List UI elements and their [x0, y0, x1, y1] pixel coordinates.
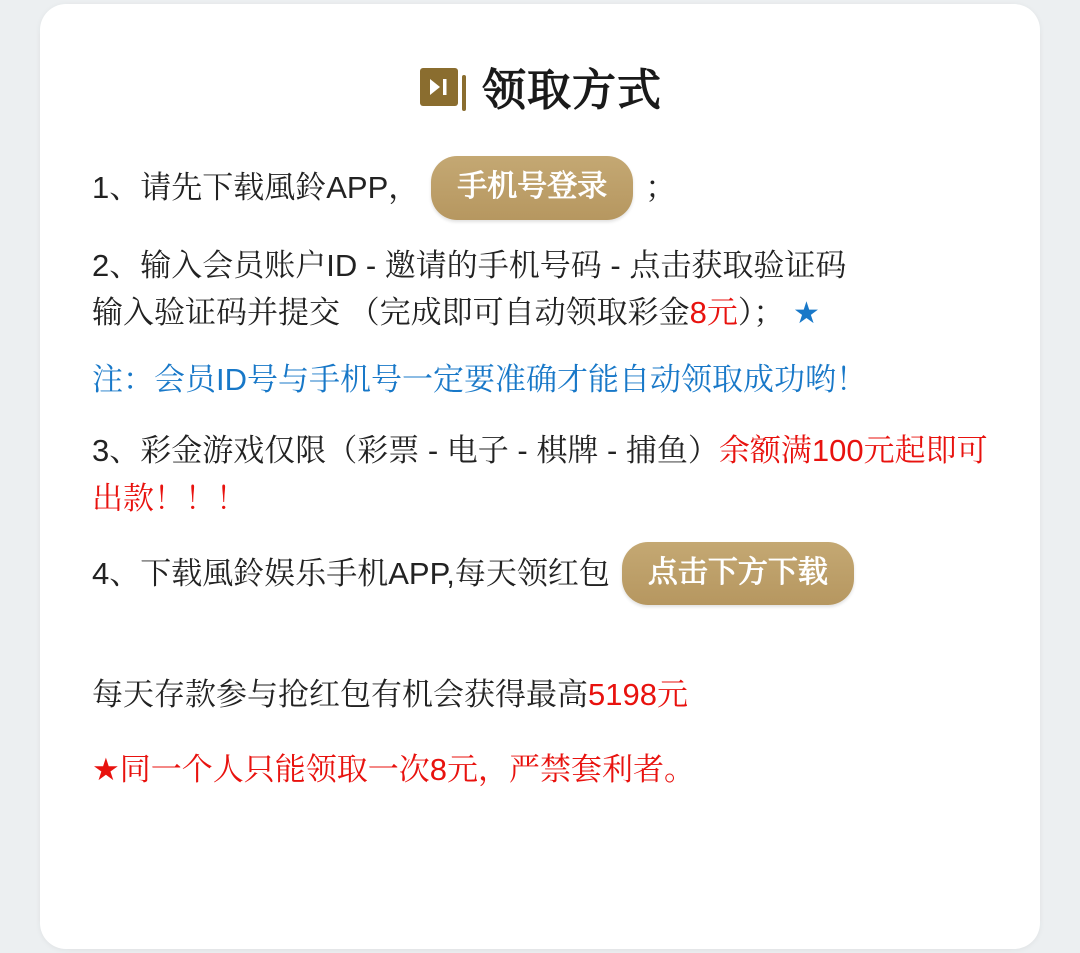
step-1-suffix: ； — [645, 170, 677, 206]
star-red-icon: ★ — [92, 752, 120, 788]
step-2-note: 注：会员ID号与手机号一定要准确才能自动领取成功哟！ — [92, 362, 867, 398]
step-2-amount: 8元 — [689, 294, 738, 330]
step-2-line-1: 2、输入会员账户ID - 邀请的手机号码 - 点击获取验证码 — [92, 247, 847, 283]
step-4 — [92, 542, 988, 606]
step-2-line-2 — [92, 289, 988, 337]
step-3-highlight-a: 余额满100 — [718, 433, 864, 469]
step-2 — [92, 242, 988, 337]
step-2-line-2-text-b: ）； — [737, 294, 785, 330]
footer-line-2 — [92, 746, 988, 793]
download-below-button[interactable]: 点击下方下载 — [622, 542, 854, 606]
step-4-text: 4、下载風鈴娱乐手机APP,每天领红包 — [92, 555, 610, 591]
promo-card — [40, 4, 1040, 949]
step-3 — [92, 427, 988, 521]
footer-line-2-text: 同一个人只能领取一次8元，严禁套利者。 — [119, 752, 696, 788]
footer-line-1-text: 每天存款参与抢红包有机会获得最高 — [92, 677, 588, 713]
instructions-body — [92, 156, 988, 793]
footer-max-amount: 5198元 — [588, 677, 688, 713]
step-1-text: 1、请先下载風鈴APP， — [92, 170, 420, 206]
fast-forward-badge-icon — [418, 66, 468, 116]
star-icon: ★ — [793, 296, 820, 330]
section-divider-space — [92, 625, 988, 671]
page-title — [40, 66, 1040, 116]
step-3-highlight-b: 元起即可出款 — [92, 433, 988, 516]
step-2-line-2-text-a: 输入验证码并提交 （完成即可自动领取彩金 — [92, 294, 690, 330]
step-1 — [92, 156, 988, 220]
footer-line-1 — [92, 671, 988, 718]
step-3-tail: ！！！ — [154, 480, 247, 516]
page-title-text: 领取方式 — [482, 66, 662, 115]
phone-login-button[interactable]: 手机号登录 — [431, 156, 633, 220]
step-3-text: 3、彩金游戏仅限（彩票 - 电子 - 棋牌 - 捕鱼） — [92, 433, 719, 469]
